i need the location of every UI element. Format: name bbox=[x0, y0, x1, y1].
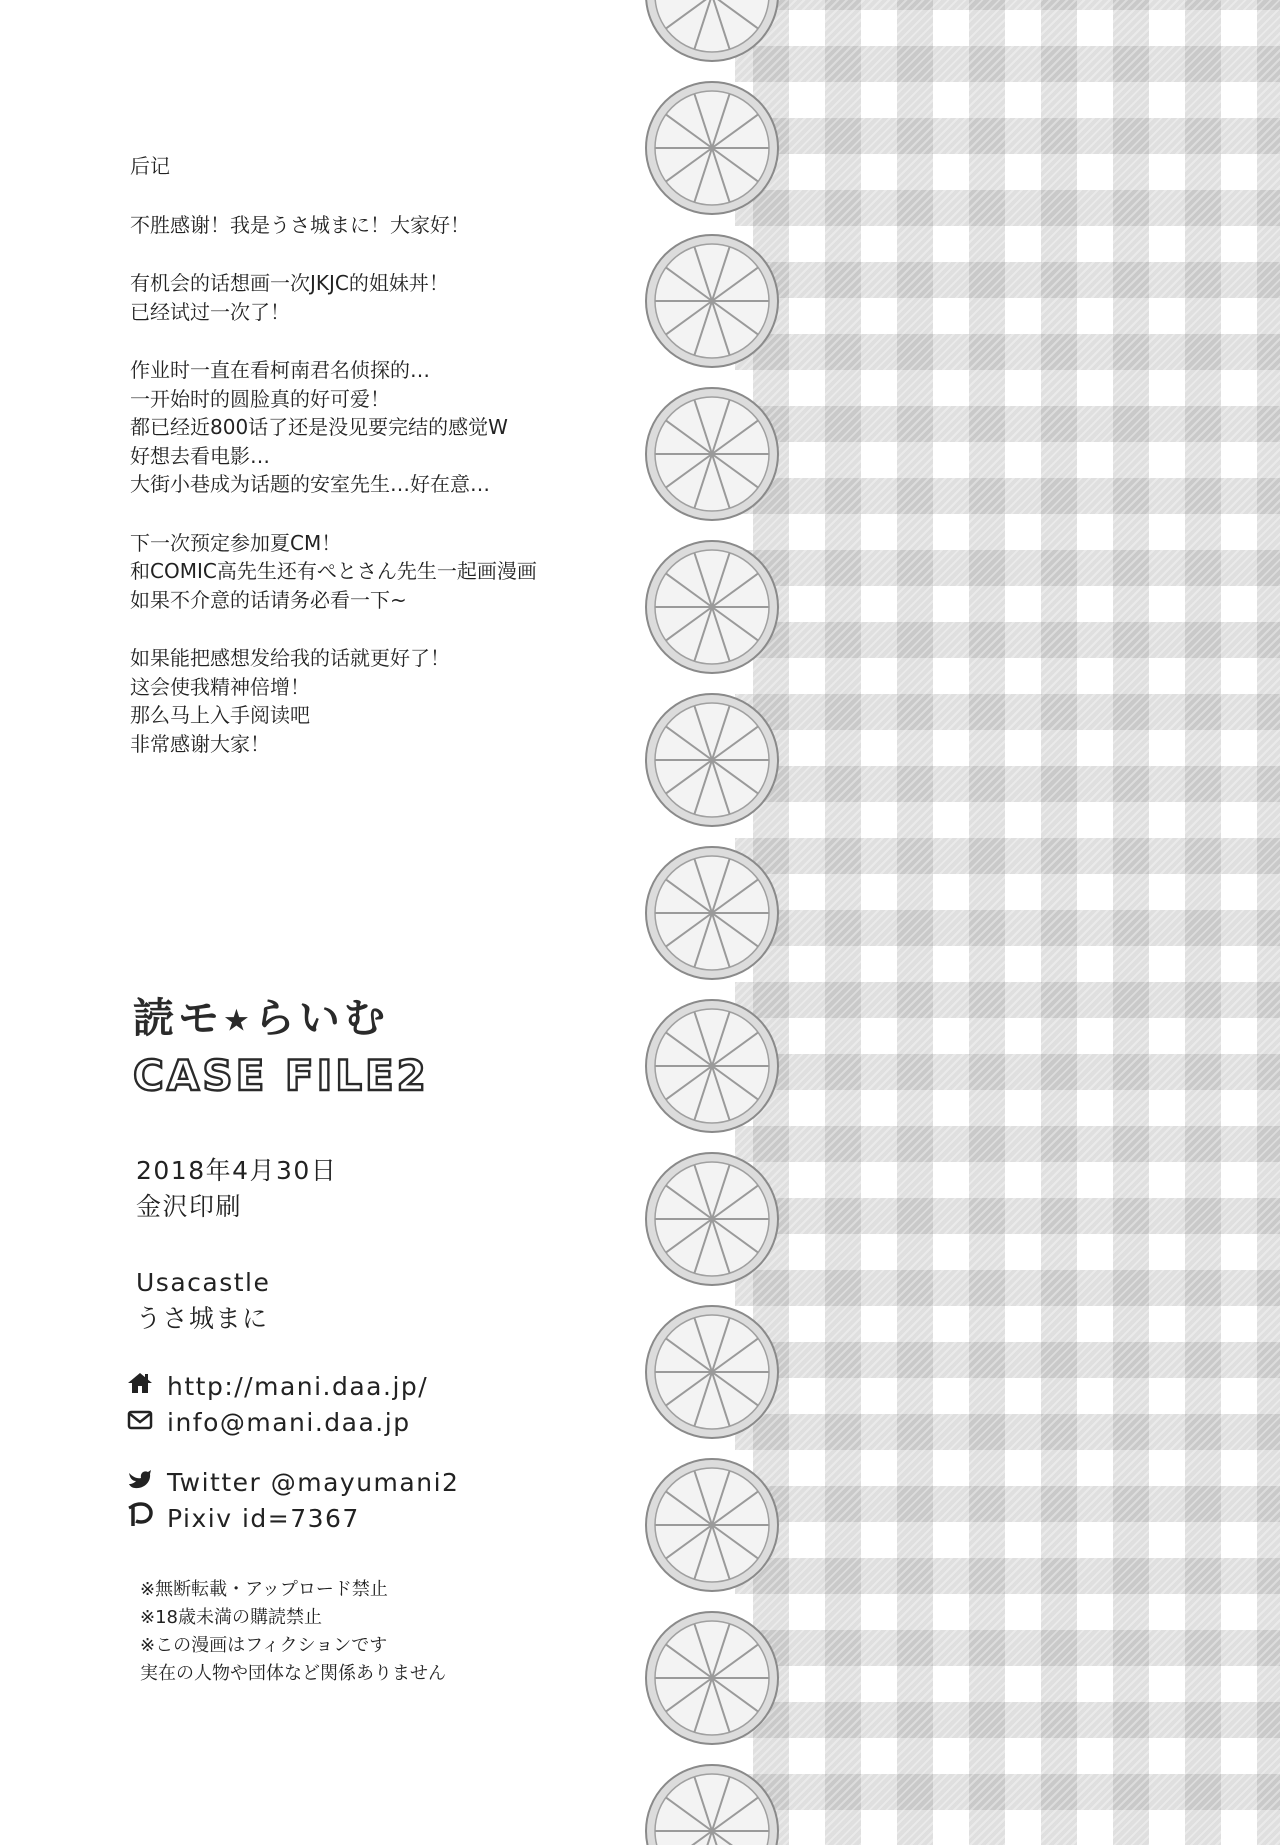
gingham-pattern-background bbox=[735, 0, 1280, 1845]
lemon-slice bbox=[646, 0, 778, 61]
afterword-paragraph bbox=[130, 211, 610, 240]
lemon-slice bbox=[646, 694, 778, 826]
afterword-line: 那么马上入手阅读吧 bbox=[130, 703, 310, 727]
star-icon: ★ bbox=[223, 1003, 254, 1039]
afterword-line: 不胜感谢！我是うさ城まに！大家好！ bbox=[130, 212, 470, 237]
twitter-handle[interactable]: Twitter @mayumani2 bbox=[167, 1467, 460, 1497]
afterword-line: 如果能把感想发给我的话就更好了！ bbox=[130, 646, 450, 670]
afterword-heading: 后记 bbox=[130, 154, 170, 178]
lemon-slice bbox=[646, 1306, 778, 1438]
email-row bbox=[127, 1404, 459, 1440]
afterword-line: 这会使我精神倍增！ bbox=[130, 674, 310, 699]
afterword-line: 都已经近800话了还是没见要完结的感觉W bbox=[130, 415, 508, 439]
afterword-line: 如果不介意的话请务必看一下~ bbox=[130, 587, 407, 612]
logo-text-part: らいむ bbox=[253, 994, 389, 1042]
lemon-slice bbox=[646, 1765, 778, 1845]
afterword-line: 好想去看电影… bbox=[130, 443, 270, 468]
lemon-slice bbox=[646, 1612, 778, 1744]
lemon-slice bbox=[646, 235, 778, 367]
lemon-slice bbox=[646, 847, 778, 979]
lemon-slice-border bbox=[640, 0, 790, 1845]
house-icon bbox=[127, 1371, 157, 1401]
afterword-paragraph bbox=[130, 529, 610, 615]
publication-date: 2018年4月30日 bbox=[136, 1156, 338, 1185]
afterword-line: 和COMIC高先生还有ぺとさん先生一起画漫画 bbox=[130, 559, 537, 583]
lemon-slice bbox=[646, 1153, 778, 1285]
pixiv-id[interactable]: Pixiv id=7367 bbox=[167, 1503, 360, 1533]
series-logo-japanese bbox=[133, 985, 389, 1044]
website-row bbox=[127, 1368, 459, 1404]
logo-text-part: 読モ bbox=[133, 994, 223, 1042]
notice-line: ※この漫画はフィクションです bbox=[140, 1635, 388, 1656]
envelope-icon bbox=[127, 1408, 157, 1437]
afterword-paragraph bbox=[130, 644, 610, 758]
website-url[interactable]: http://mani.daa.jp/ bbox=[167, 1371, 429, 1401]
bird-icon bbox=[127, 1467, 157, 1497]
twitter-row bbox=[127, 1464, 459, 1500]
lemon-slice bbox=[646, 1000, 778, 1132]
afterword-line: 有机会的话想画一次JKJC的姐妹丼！ bbox=[130, 271, 449, 295]
afterword-line: 下一次预定参加夏CM！ bbox=[130, 530, 342, 555]
notice-line: 実在の人物や団体など関係ありません bbox=[140, 1663, 446, 1684]
afterword-line: 大街小巷成为话题的安室先生…好在意… bbox=[130, 472, 490, 496]
legal-notices bbox=[140, 1576, 446, 1688]
circle-name: Usacastle bbox=[136, 1268, 271, 1297]
series-logo-english: CASE FILE2 bbox=[133, 1051, 429, 1100]
colophon bbox=[136, 1153, 337, 1337]
afterword-line: 一开始时的圆脸真的好可爱！ bbox=[130, 386, 390, 411]
contact-links bbox=[127, 1368, 459, 1536]
lemon-slice bbox=[646, 82, 778, 214]
lemon-slice bbox=[646, 1459, 778, 1591]
pixiv-logo-icon bbox=[127, 1502, 157, 1534]
lemon-slice bbox=[646, 388, 778, 520]
lemon-slice bbox=[646, 541, 778, 673]
afterword-paragraph bbox=[130, 356, 610, 499]
printer-name: 金沢印刷 bbox=[136, 1192, 243, 1221]
afterword-paragraph bbox=[130, 269, 610, 326]
notice-line: ※無断転載・アップロード禁止 bbox=[140, 1579, 388, 1600]
author-name: うさ城まに bbox=[136, 1304, 269, 1333]
pixiv-row bbox=[127, 1500, 459, 1536]
notice-line: ※18歳未満の購読禁止 bbox=[140, 1607, 322, 1628]
afterword-line: 非常感谢大家！ bbox=[130, 731, 270, 756]
afterword-line: 作业时一直在看柯南君名侦探的… bbox=[130, 358, 430, 382]
afterword-section bbox=[130, 152, 610, 788]
afterword-line: 已经试过一次了！ bbox=[130, 299, 290, 324]
email-address[interactable]: info@mani.daa.jp bbox=[167, 1407, 411, 1437]
